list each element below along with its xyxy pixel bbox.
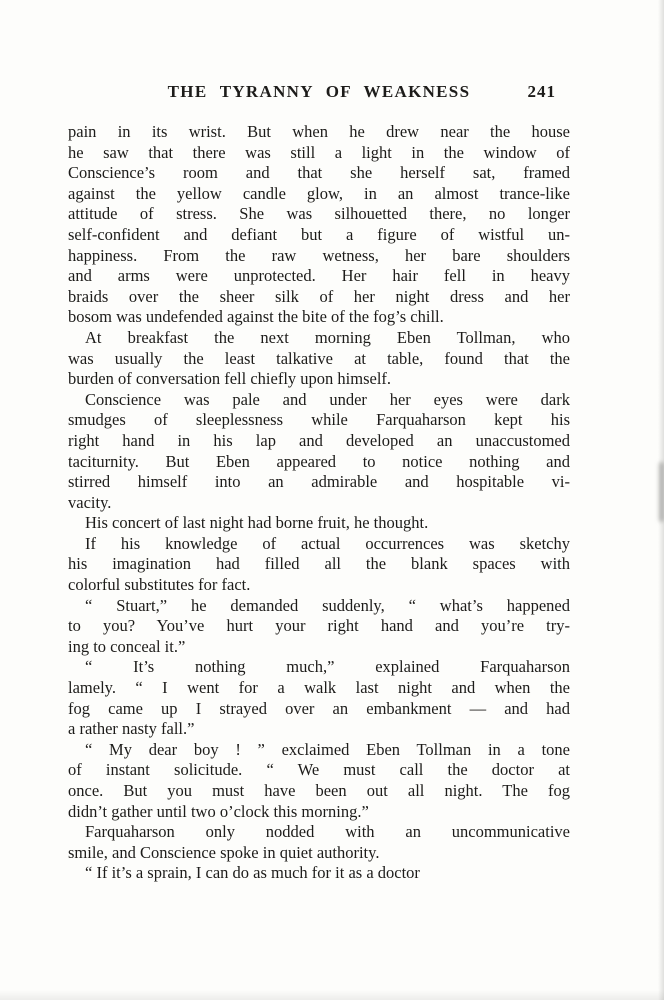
text-line: a rather nasty fall.” bbox=[68, 719, 195, 739]
paragraph bbox=[68, 596, 570, 658]
page-header bbox=[68, 82, 570, 106]
page-number: 241 bbox=[527, 82, 556, 101]
paragraph bbox=[68, 534, 570, 596]
paragraph bbox=[68, 822, 570, 863]
text-line: happiness. From the raw wetness, her bare shoulders bbox=[68, 245, 570, 265]
paragraph bbox=[68, 513, 570, 534]
text-line: “ If it’s a sprain, I can do as much for it as a doctor bbox=[85, 863, 420, 883]
text-line: his imagination had filled all the blank spaces with bbox=[68, 554, 570, 574]
text-line: smile, and Conscience spoke in quiet authority. bbox=[68, 842, 380, 862]
text-line: against the yellow candle glow, in an almost trance-like bbox=[68, 183, 570, 203]
text-line: “ Stuart,” he demanded suddenly, “ what’s happened bbox=[85, 595, 570, 615]
text-line: “ It’s nothing much,” explained Farquaharson bbox=[85, 657, 570, 677]
text-line: he saw that there was still a light in the window of bbox=[68, 142, 570, 162]
text-line: stirred himself into an admirable and hospitable vi- bbox=[68, 472, 570, 492]
text-line: to you? You’ve hurt your right hand and you’re try- bbox=[68, 616, 570, 636]
scan-artifact bbox=[659, 462, 664, 522]
paragraph bbox=[68, 328, 570, 390]
text-line: lamely. “ I went for a walk last night and when the bbox=[68, 678, 570, 698]
text-line: pain in its wrist. But when he drew near the house bbox=[68, 122, 570, 141]
text-line: Conscience’s room and that she herself sat, framed bbox=[68, 163, 570, 183]
text-line: right hand in his lap and developed an unaccustomed bbox=[68, 430, 570, 450]
paragraph bbox=[68, 863, 570, 884]
text-line: ing to conceal it.” bbox=[68, 636, 186, 656]
text-line: vacity. bbox=[68, 492, 112, 512]
text-line: self-confident and defiant but a figure of wistful un- bbox=[68, 224, 570, 244]
text-line: was usually the least talkative at table, found that the bbox=[68, 348, 570, 368]
text-line: of instant solicitude. “ We must call the doctor at bbox=[68, 760, 570, 780]
text-line: didn’t gather until two o’clock this morning.” bbox=[68, 801, 369, 821]
text-line: taciturnity. But Eben appeared to notice nothing and bbox=[68, 451, 570, 471]
text-line: Conscience was pale and under her eyes were dark bbox=[85, 389, 570, 409]
paragraph bbox=[68, 122, 570, 328]
text-line: braids over the sheer silk of her night dress and her bbox=[68, 286, 570, 306]
paragraph bbox=[68, 657, 570, 739]
page-body bbox=[68, 122, 570, 884]
text-line: fog came up I strayed over an embankment — and had bbox=[68, 698, 570, 718]
text-line: “ My dear boy ! ” exclaimed Eben Tollman in a tone bbox=[85, 739, 570, 759]
text-line: attitude of stress. She was silhouetted there, no longer bbox=[68, 204, 570, 224]
text-line: If his knowledge of actual occurrences was sketchy bbox=[85, 533, 570, 553]
text-line: bosom was undefended against the bite of the fog’s chill. bbox=[68, 307, 444, 327]
text-line: burden of conversation fell chiefly upon himself. bbox=[68, 369, 392, 389]
text-line: Farquaharson only nodded with an uncommunicative bbox=[85, 822, 570, 842]
text-line: At breakfast the next morning Eben Tollman, who bbox=[85, 327, 570, 347]
paragraph bbox=[68, 390, 570, 514]
page-edge-shading-bottom bbox=[0, 990, 664, 1000]
text-line: smudges of sleeplessness while Farquaharson kept his bbox=[68, 410, 570, 430]
text-line: and arms were unprotected. Her hair fell in heavy bbox=[68, 266, 570, 286]
text-line: colorful substitutes for fact. bbox=[68, 575, 251, 595]
paragraph bbox=[68, 740, 570, 822]
text-line: His concert of last night had borne fruit, he thought. bbox=[85, 513, 429, 533]
running-title: THE TYRANNY OF WEAKNESS bbox=[167, 82, 471, 101]
text-line: once. But you must have been out all night. The fog bbox=[68, 781, 570, 800]
